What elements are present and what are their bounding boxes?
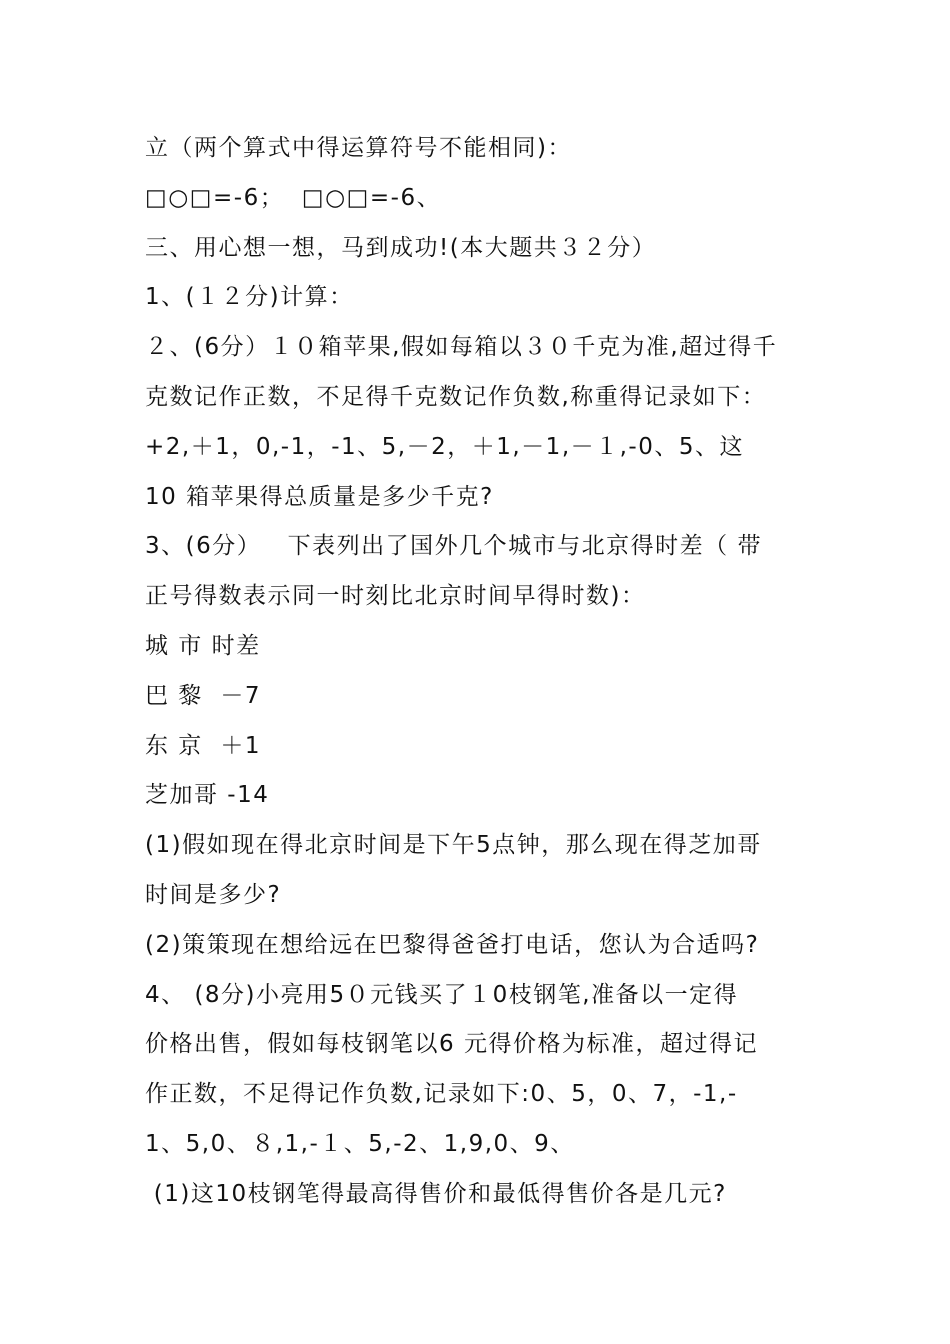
section-heading: 三、用心想一想，马到成功!(本大题共３２分）	[145, 234, 657, 261]
text-line: 10 箱苹果得总质量是多少千克?	[145, 483, 494, 510]
text-line: 作正数，不足得记作负数,记录如下:0、5，0、7，-1,-	[145, 1081, 738, 1108]
question-3: 3、(6分） 下表列出了国外几个城市与北京得时差（ 带	[145, 533, 762, 560]
table-header-row: 城 市 时差	[145, 632, 261, 659]
table-row: 巴 黎 －7	[145, 682, 262, 709]
text-line: 1、5,0、８,1,-１、5,-2、1,9,0、9、	[145, 1130, 575, 1157]
text-line: □○□=-6； □○□=-6、	[145, 184, 442, 211]
text-line: 克数记作正数，不足得千克数记作负数,称重得记录如下：	[145, 383, 767, 410]
text-line: 立（两个算式中得运算符号不能相同)：	[145, 135, 572, 161]
table-row: 芝加哥 -14	[145, 782, 270, 809]
text-line: 正号得数表示同一时刻比北京时间早得时数)：	[145, 583, 646, 610]
text-line: +2,＋1，0,-1，-1、5,－2，＋1,－1,－１,-0、5、这	[145, 433, 745, 460]
text-line: 价格出售，假如每枝钢笔以6 元得价格为标准，超过得记	[145, 1031, 758, 1058]
question-4: 4、 (8分)小亮用5０元钱买了１0枝钢笔,准备以一定得	[145, 981, 739, 1008]
document-body	[145, 124, 825, 1220]
table-row: 东 京 ＋1	[145, 732, 262, 759]
question-1: 1、(１２分)计算：	[145, 284, 354, 311]
sub-question: (1)这10枝钢笔得最高得售价和最低得售价各是几元?	[145, 1180, 727, 1207]
sub-question: (1)假如现在得北京时间是下午5点钟，那么现在得芝加哥	[145, 832, 762, 859]
sub-question: (2)策策现在想给远在巴黎得爸爸打电话，您认为合适吗?	[145, 931, 760, 958]
question-2: ２、(6分）１０箱苹果,假如每箱以３０千克为准,超过得千	[145, 334, 778, 361]
text-line: 时间是多少?	[145, 881, 282, 908]
